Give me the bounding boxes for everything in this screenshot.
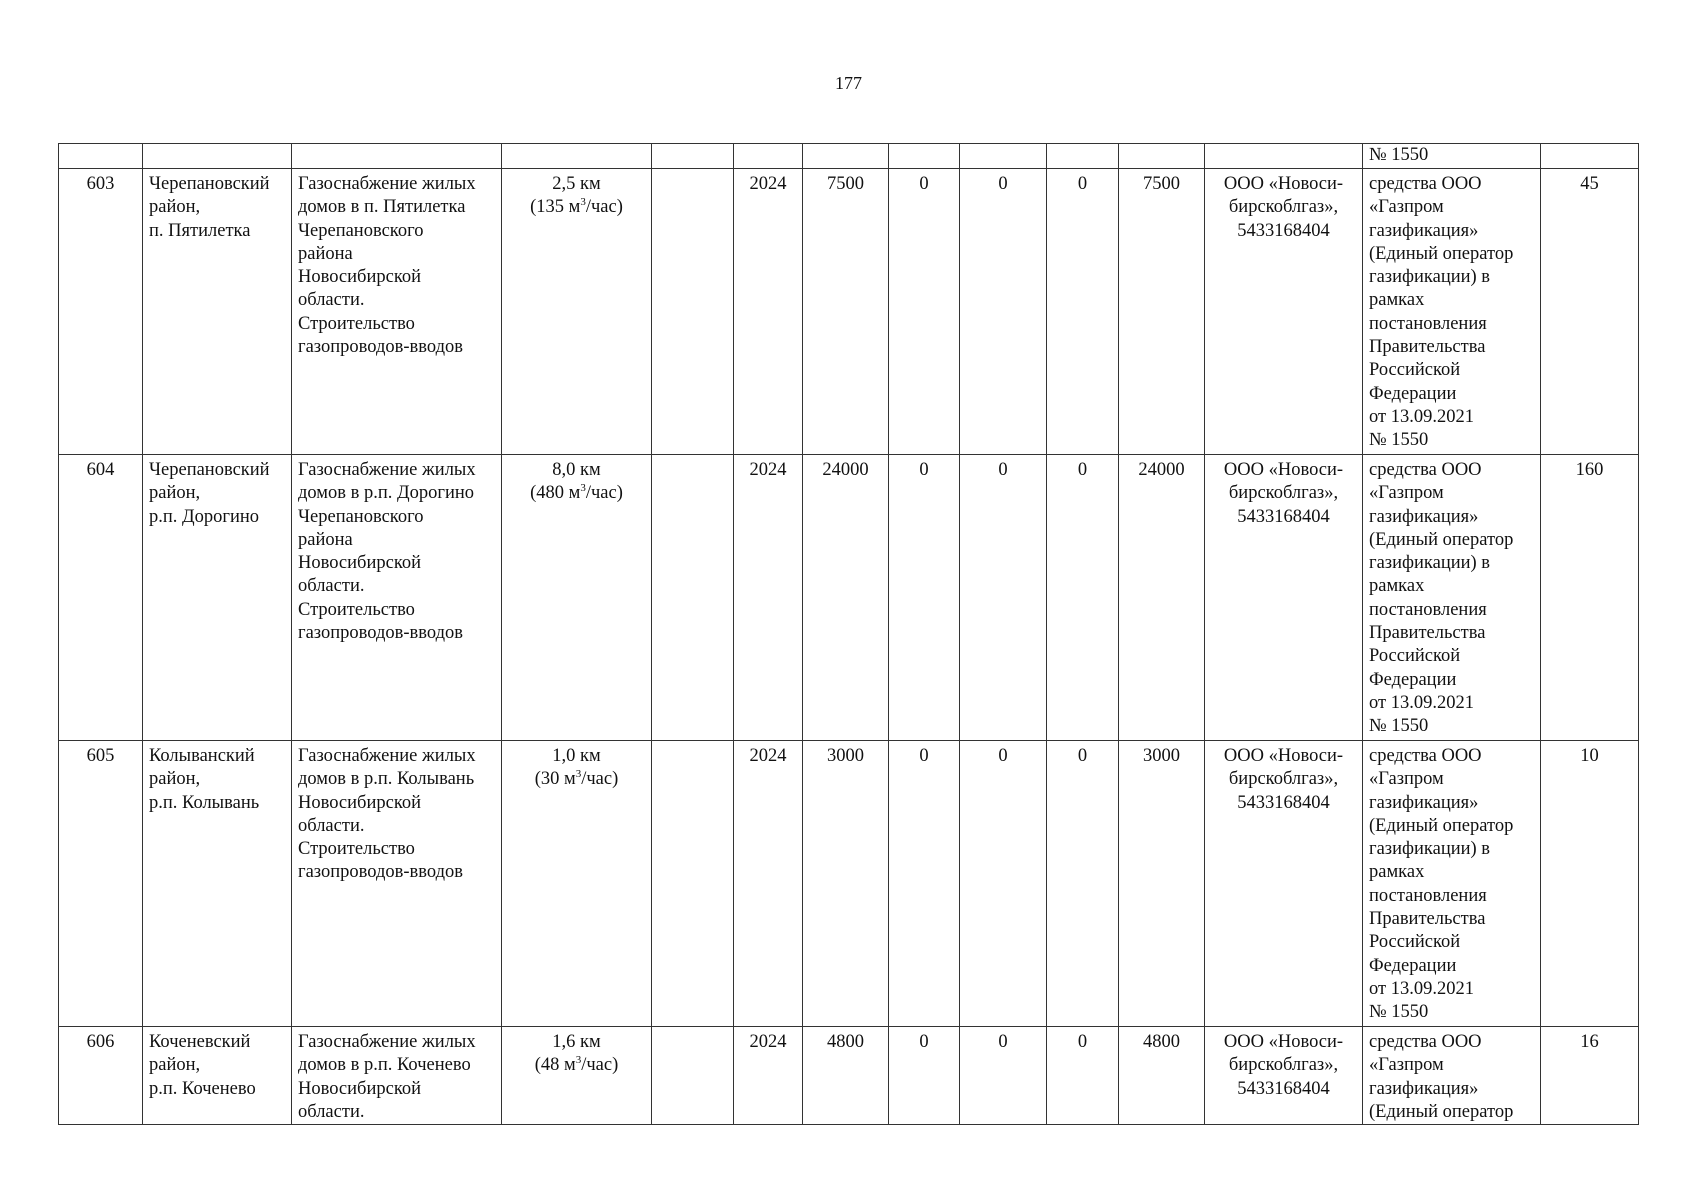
cell [652,144,734,169]
row-number-cell: 603 [59,169,143,455]
capacity-prefix: (135 м [530,197,581,218]
description-cell: Газоснабжение жилых домов в р.п. Коченево Новосибирской области. [292,1027,502,1125]
value-cell: 0 [889,169,960,455]
cell [803,144,889,169]
count-cell: 160 [1541,455,1639,741]
cell [734,144,803,169]
value-cell: 7500 [1119,169,1205,455]
table-row [59,741,1639,1027]
parameters-cell [502,169,652,455]
value-cell: 4800 [1119,1027,1205,1125]
superscript: 3 [575,1054,582,1067]
length-value: 2,5 км [552,174,601,194]
cell [59,144,143,169]
parameters-cell [502,741,652,1027]
page-number: 177 [835,73,862,93]
organization-cell: ООО «Новоси- бирскоблгаз», 5433168404 [1205,455,1363,741]
empty-cell [652,455,734,741]
length-value: 1,6 км [552,1032,601,1052]
funding-source-cell: № 1550 [1363,144,1541,169]
length-value: 8,0 км [552,460,601,480]
value-cell: 0 [889,741,960,1027]
cell [1541,144,1639,169]
value-cell: 0 [960,741,1047,1027]
row-number-cell: 604 [59,455,143,741]
value-cell: 0 [889,1027,960,1125]
organization-cell: ООО «Новоси- бирскоблгаз», 5433168404 [1205,1027,1363,1125]
parameters-cell [502,1027,652,1125]
table-row [59,169,1639,455]
value-cell: 0 [889,455,960,741]
cell [1119,144,1205,169]
year-cell: 2024 [734,1027,803,1125]
capacity-prefix: (48 м [534,1055,576,1076]
row-number-cell: 605 [59,741,143,1027]
value-cell: 0 [1047,741,1119,1027]
count-cell: 10 [1541,741,1639,1027]
cell [502,144,652,169]
value-cell: 0 [1047,455,1119,741]
superscript: 3 [580,482,586,495]
description-cell: Газоснабжение жилых домов в р.п. Дорогино Черепановского района Новосибирской области. Строительство газопроводов-вводов [292,455,502,741]
count-cell: 16 [1541,1027,1639,1125]
cell [1205,144,1363,169]
capacity-suffix: /час) [585,483,623,504]
empty-cell [652,741,734,1027]
capacity-suffix: /час) [581,1055,619,1076]
total-cell: 24000 [803,455,889,741]
value-cell: 24000 [1119,455,1205,741]
capacity-suffix: /час) [581,769,619,790]
parameters-cell [502,455,652,741]
capacity-suffix: /час) [585,197,623,218]
row-number-cell: 606 [59,1027,143,1125]
district-cell: Черепановский район, п. Пятилетка [143,169,292,455]
funding-source-cell: средства ООО «Газпром газификация» (Единый оператор газификации) в рамках постановления Правительства Российской Федерации от 13.09.2021 № 1550 [1363,455,1541,741]
empty-cell [652,169,734,455]
table-row-continued [59,144,1639,169]
district-cell: Колыванский район, р.п. Колывань [143,741,292,1027]
cell [292,144,502,169]
cell [143,144,292,169]
value-cell: 0 [960,169,1047,455]
superscript: 3 [575,768,582,781]
funding-source-cell: средства ООО «Газпром газификация» (Единый оператор газификации) в рамках постановления Правительства Российской Федерации от 13.09.2021 № 1550 [1363,169,1541,455]
gas-supply-table [58,143,1639,1125]
cell [889,144,960,169]
organization-cell: ООО «Новоси- бирскоблгаз», 5433168404 [1205,741,1363,1027]
year-cell: 2024 [734,169,803,455]
total-cell: 4800 [803,1027,889,1125]
capacity-prefix: (30 м [534,769,576,790]
value-cell: 0 [960,1027,1047,1125]
district-cell: Коченевский район, р.п. Коченево [143,1027,292,1125]
value-cell: 0 [960,455,1047,741]
table-row [59,455,1639,741]
value-cell: 3000 [1119,741,1205,1027]
empty-cell [652,1027,734,1125]
year-cell: 2024 [734,741,803,1027]
superscript: 3 [580,196,586,209]
district-cell: Черепановский район, р.п. Дорогино [143,455,292,741]
total-cell: 3000 [803,741,889,1027]
funding-source-cell: средства ООО «Газпром газификация» (Единый оператор [1363,1027,1541,1125]
value-cell: 0 [1047,1027,1119,1125]
description-cell: Газоснабжение жилых домов в р.п. Колывань Новосибирской области. Строительство газопроводов-вводов [292,741,502,1027]
count-cell: 45 [1541,169,1639,455]
value-cell: 0 [1047,169,1119,455]
funding-source-cell: средства ООО «Газпром газификация» (Единый оператор газификации) в рамках постановления Правительства Российской Федерации от 13.09.2021 № 1550 [1363,741,1541,1027]
year-cell: 2024 [734,455,803,741]
organization-cell: ООО «Новоси- бирскоблгаз», 5433168404 [1205,169,1363,455]
total-cell: 7500 [803,169,889,455]
length-value: 1,0 км [552,746,601,766]
cell [960,144,1047,169]
table-row [59,1027,1639,1125]
description-cell: Газоснабжение жилых домов в п. Пятилетка Черепановского района Новосибирской области. Строительство газопроводов-вводов [292,169,502,455]
capacity-prefix: (480 м [530,483,581,504]
cell [1047,144,1119,169]
